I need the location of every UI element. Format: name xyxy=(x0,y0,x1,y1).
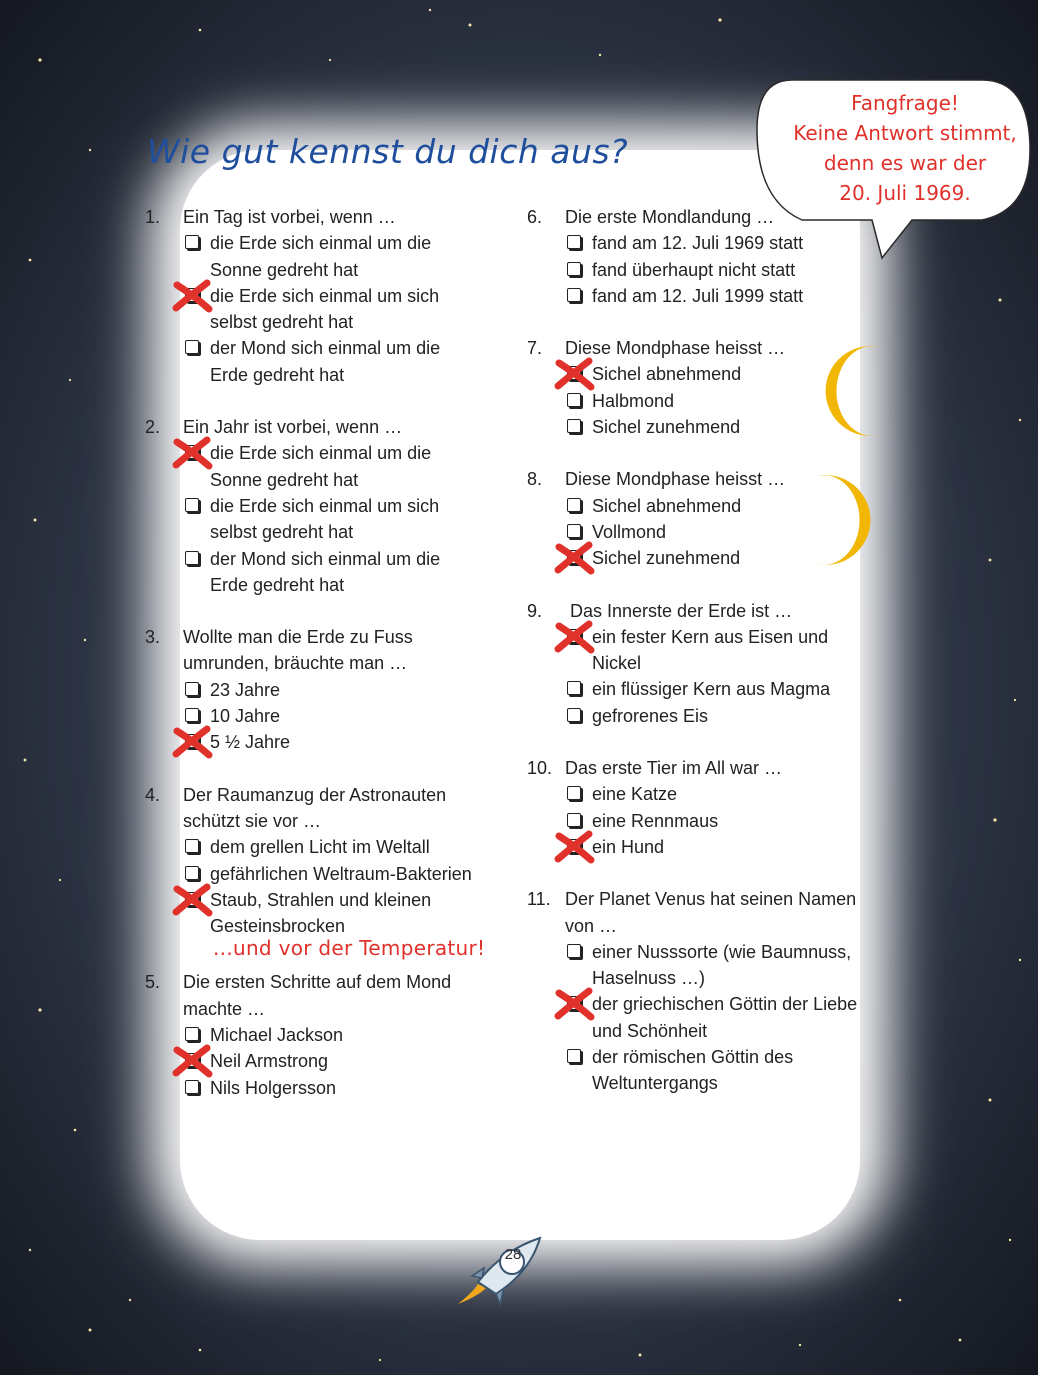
answer-option[interactable]: die Erde sich einmal um sich selbst gedreht hat xyxy=(183,493,505,546)
question-number: 5. xyxy=(145,972,161,993)
answer-option[interactable]: fand am 12. Juli 1969 statt xyxy=(565,230,887,256)
red-x-mark-icon xyxy=(553,987,595,1021)
red-x-mark-icon xyxy=(553,541,595,575)
quiz-column-right xyxy=(527,204,887,1123)
checkbox[interactable] xyxy=(185,1027,199,1041)
question-text: Der Raumanzug der Astronauten schützt sie vor … xyxy=(183,784,447,831)
answer-option-checked[interactable]: Staub, Strahlen und kleinen Gesteinsbrocken xyxy=(183,887,505,940)
question-text: Das Innerste der Erde ist … xyxy=(565,600,793,621)
question-number: 7. xyxy=(527,338,543,359)
checkbox[interactable] xyxy=(567,786,581,800)
question-2 xyxy=(145,414,505,598)
handwritten-note: ...und vor der Temperatur! xyxy=(213,936,486,961)
question-10 xyxy=(527,755,887,860)
checkbox[interactable] xyxy=(567,524,581,538)
answer-option[interactable]: gefährlichen Weltraum-Bakterien xyxy=(183,861,505,887)
answer-option[interactable]: eine Katze xyxy=(565,781,887,807)
red-x-mark-icon xyxy=(171,436,213,470)
checkbox[interactable] xyxy=(567,813,581,827)
red-x-mark-icon xyxy=(171,725,213,759)
question-text: Der Planet Venus hat seinen Namen von … xyxy=(565,889,857,936)
red-x-mark-icon xyxy=(171,883,213,917)
question-4 xyxy=(145,782,505,962)
question-text: Diese Mondphase heisst … xyxy=(565,338,786,359)
checkbox[interactable] xyxy=(185,340,199,354)
checkbox[interactable] xyxy=(567,708,581,722)
question-text: Diese Mondphase heisst … xyxy=(565,469,786,490)
answer-option-checked[interactable]: Sichel abnehmend xyxy=(565,361,887,387)
answer-option-checked[interactable]: ein fester Kern aus Eisen und Nickel xyxy=(565,624,887,677)
question-number: 10. xyxy=(527,758,553,779)
question-number: 11. xyxy=(527,889,551,910)
answer-option[interactable]: eine Rennmaus xyxy=(565,808,887,834)
checkbox[interactable] xyxy=(567,944,581,958)
red-x-mark-icon xyxy=(553,357,595,391)
question-7 xyxy=(527,335,887,440)
answer-option[interactable]: der Mond sich einmal um die Erde gedreht hat xyxy=(183,546,505,599)
answer-option[interactable]: der Mond sich einmal um die Erde gedreht hat xyxy=(183,335,505,388)
checkbox[interactable] xyxy=(185,1080,199,1094)
red-x-mark-icon xyxy=(171,279,213,313)
answer-option[interactable]: 23 Jahre xyxy=(183,677,505,703)
answer-option-checked[interactable]: Sichel zunehmend xyxy=(565,545,887,571)
answer-option-checked[interactable]: 5 ½ Jahre xyxy=(183,729,505,755)
answer-option[interactable]: die Erde sich einmal um die Sonne gedreht hat xyxy=(183,230,505,283)
checkbox[interactable] xyxy=(185,708,199,722)
answer-option-checked[interactable]: Neil Armstrong xyxy=(183,1048,505,1074)
checkbox[interactable] xyxy=(567,498,581,512)
question-9 xyxy=(527,598,887,729)
checkbox[interactable] xyxy=(567,262,581,276)
question-number: 1. xyxy=(145,207,161,227)
answer-option[interactable]: Michael Jackson xyxy=(183,1022,505,1048)
question-text: Wollte man die Erde zu Fuss umrunden, bräuchte man … xyxy=(183,627,413,674)
checkbox[interactable] xyxy=(567,419,581,433)
answer-option[interactable]: Sichel abnehmend xyxy=(565,493,887,519)
page-title: Wie gut kennst du dich aus? xyxy=(147,132,629,171)
answer-option[interactable]: einer Nusssorte (wie Baumnuss, Haselnuss …) xyxy=(565,939,887,992)
question-1 xyxy=(145,204,505,388)
question-text: Die ersten Schritte auf dem Mond machte … xyxy=(183,972,452,1019)
checkbox[interactable] xyxy=(185,682,199,696)
checkbox[interactable] xyxy=(185,235,199,249)
red-x-mark-icon xyxy=(553,620,595,654)
quiz-column-left xyxy=(145,204,505,1127)
checkbox[interactable] xyxy=(567,681,581,695)
question-text: Ein Jahr ist vorbei, wenn … xyxy=(183,417,403,438)
answer-option[interactable]: gefrorenes Eis xyxy=(565,703,887,729)
checkbox[interactable] xyxy=(185,866,199,880)
question-number: 2. xyxy=(145,417,161,438)
speech-bubble-text: Fangfrage! Keine Antwort stimmt, denn es war der 20. Juli 1969. xyxy=(793,91,1017,205)
answer-option[interactable]: Halbmond xyxy=(565,388,887,414)
red-x-mark-icon xyxy=(553,830,595,864)
checkbox[interactable] xyxy=(567,288,581,302)
question-number: 6. xyxy=(527,207,543,227)
answer-option-checked[interactable]: ein Hund xyxy=(565,834,887,860)
answer-option[interactable]: Sichel zunehmend xyxy=(565,414,887,440)
question-5 xyxy=(145,969,505,1100)
checkbox[interactable] xyxy=(567,235,581,249)
rocket-icon xyxy=(448,1232,548,1312)
checkbox[interactable] xyxy=(567,393,581,407)
answer-option[interactable]: Vollmond xyxy=(565,519,887,545)
answer-option[interactable]: fand überhaupt nicht statt xyxy=(565,257,887,283)
red-x-mark-icon xyxy=(171,1044,213,1078)
question-number: 9. xyxy=(527,600,543,621)
page-number: 28 xyxy=(504,1246,522,1263)
question-number: 8. xyxy=(527,469,543,490)
answer-option[interactable]: Nils Holgersson xyxy=(183,1075,505,1101)
checkbox[interactable] xyxy=(185,551,199,565)
question-number: 3. xyxy=(145,627,161,648)
answer-option[interactable]: fand am 12. Juli 1999 statt xyxy=(565,283,887,309)
checkbox[interactable] xyxy=(185,498,199,512)
question-3 xyxy=(145,624,505,755)
question-8 xyxy=(527,466,887,571)
answer-option[interactable]: dem grellen Licht im Weltall xyxy=(183,834,505,860)
question-text: Die erste Mondlandung … xyxy=(565,207,775,227)
answer-option[interactable]: 10 Jahre xyxy=(183,703,505,729)
answer-option-checked[interactable]: der griechischen Göttin der Liebe und Schönheit xyxy=(565,991,887,1044)
answer-option[interactable]: der römischen Göttin des Weltuntergangs xyxy=(565,1044,887,1097)
checkbox[interactable] xyxy=(567,1049,581,1063)
answer-option-checked[interactable]: die Erde sich einmal um die Sonne gedreht hat xyxy=(183,440,505,493)
answer-option[interactable]: ein flüssiger Kern aus Magma xyxy=(565,676,887,702)
question-number: 4. xyxy=(145,784,161,805)
answer-option-checked[interactable]: die Erde sich einmal um sich selbst gedreht hat xyxy=(183,283,505,336)
question-11 xyxy=(527,886,887,1096)
checkbox[interactable] xyxy=(185,839,199,853)
question-text: Das erste Tier im All war … xyxy=(565,758,783,779)
question-text: Ein Tag ist vorbei, wenn … xyxy=(183,207,396,227)
